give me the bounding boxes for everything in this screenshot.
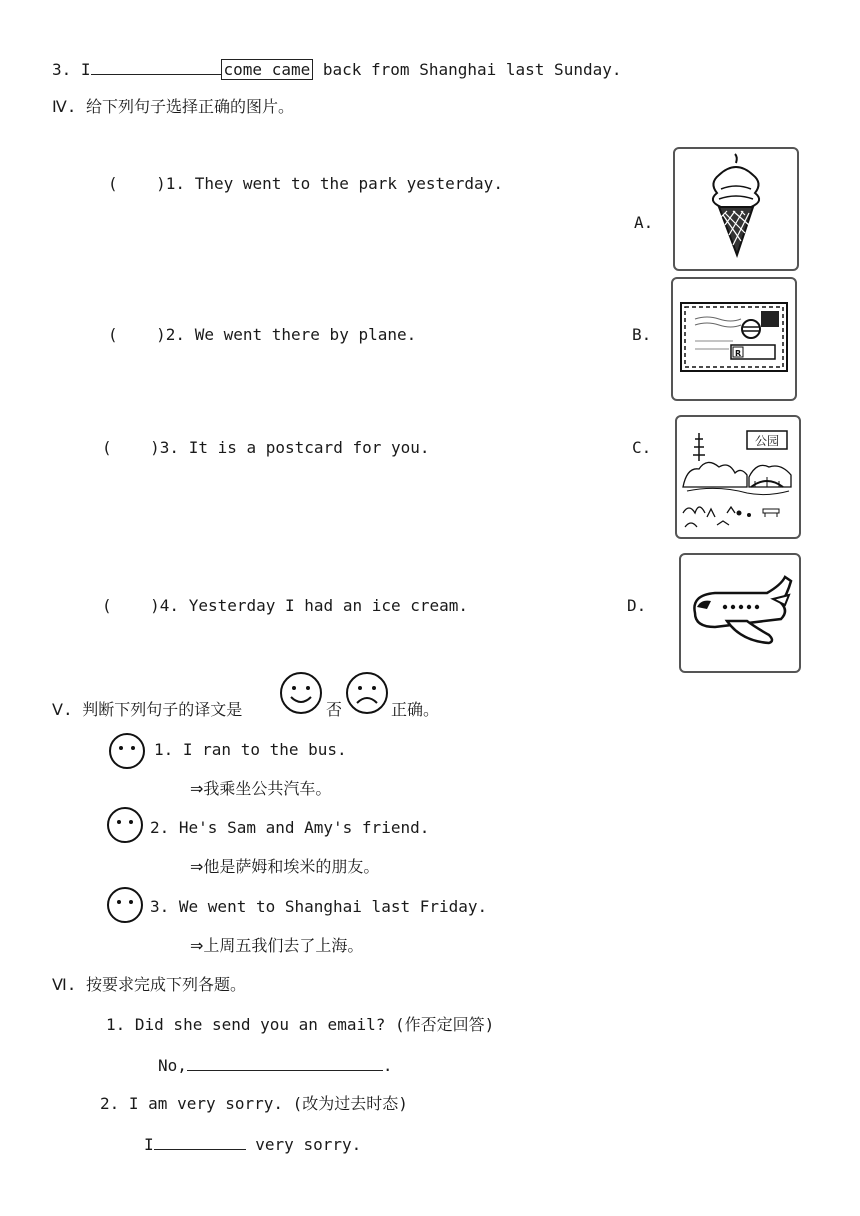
- section-5-title: [52, 700, 242, 720]
- answer-suffix: very sorry.: [245, 1135, 362, 1154]
- picture-b: [671, 277, 797, 401]
- answer-prefix: No,: [158, 1056, 187, 1075]
- q3-suffix: back from Shanghai last Sunday.: [313, 60, 622, 79]
- picture-letter-d: D.: [627, 596, 647, 615]
- item-text: 2. We went there by plane.: [165, 325, 417, 344]
- answer-suffix: .: [382, 1056, 393, 1075]
- question-3-line: [52, 58, 621, 80]
- stamp-letter: R: [735, 349, 742, 358]
- answer-paren[interactable]: ( ): [102, 596, 160, 615]
- task-2-answer-line: [144, 1133, 361, 1155]
- blank-face-icon[interactable]: [106, 806, 144, 844]
- park-icon: [677, 417, 799, 537]
- title-after: 正确。: [391, 700, 440, 719]
- sad-face-icon: [344, 670, 390, 716]
- title-mid: 否: [326, 700, 343, 719]
- match-item-2: [108, 325, 416, 345]
- picture-c: [675, 415, 801, 539]
- picture-letter-a: A.: [634, 213, 654, 232]
- section-6-title: Ⅵ. 按要求完成下列各题。: [52, 975, 247, 994]
- answer-paren[interactable]: ( ): [102, 438, 160, 457]
- judge-item-3-translation: ⇒上周五我们去了上海。: [190, 936, 364, 955]
- judge-item-2-text: 2. He's Sam and Amy's friend.: [150, 818, 430, 837]
- airplane-icon: [681, 555, 799, 671]
- match-item-3: [102, 438, 430, 458]
- picture-a: [673, 147, 799, 271]
- park-sign-text: 公园: [754, 434, 780, 448]
- postcard-icon: [673, 279, 795, 399]
- task-1-text: 1. Did she send you an email? (作否定回答): [106, 1015, 495, 1034]
- answer-paren[interactable]: ( ): [108, 174, 166, 193]
- judge-item-3-text: 3. We went to Shanghai last Friday.: [150, 897, 488, 916]
- smiley-face-icon: [278, 670, 324, 716]
- judge-item-1-text: 1. I ran to the bus.: [154, 740, 347, 759]
- answer-blank[interactable]: [91, 58, 221, 75]
- judge-item-1-translation: ⇒我乘坐公共汽车。: [190, 779, 332, 798]
- answer-paren[interactable]: ( ): [108, 325, 166, 344]
- item-text: 3. It is a postcard for you.: [159, 438, 430, 457]
- ice-cream-icon: [675, 149, 797, 269]
- match-item-1: [108, 174, 503, 194]
- picture-letter-b: B.: [632, 325, 652, 344]
- picture-letter-c: C.: [632, 438, 652, 457]
- blank-face-icon[interactable]: [106, 886, 144, 924]
- answer-blank[interactable]: [154, 1133, 246, 1150]
- section-4-title: Ⅳ. 给下列句子选择正确的图片。: [52, 97, 295, 116]
- match-item-4: [102, 596, 468, 616]
- task-1-answer-line: [158, 1054, 393, 1076]
- blank-face-icon[interactable]: [108, 732, 146, 770]
- item-text: 4. Yesterday I had an ice cream.: [159, 596, 469, 615]
- task-2-text: 2. I am very sorry. (改为过去时态): [100, 1094, 408, 1113]
- judge-item-2-translation: ⇒他是萨姆和埃米的朋友。: [190, 857, 380, 876]
- title-before: Ⅴ. 判断下列句子的译文是: [52, 700, 243, 719]
- q3-prefix: 3. I: [52, 60, 91, 79]
- word-options-box: come came: [221, 59, 314, 80]
- answer-blank[interactable]: [187, 1054, 383, 1071]
- answer-prefix: I: [144, 1135, 154, 1154]
- picture-d: [679, 553, 801, 673]
- item-text: 1. They went to the park yesterday.: [165, 174, 503, 193]
